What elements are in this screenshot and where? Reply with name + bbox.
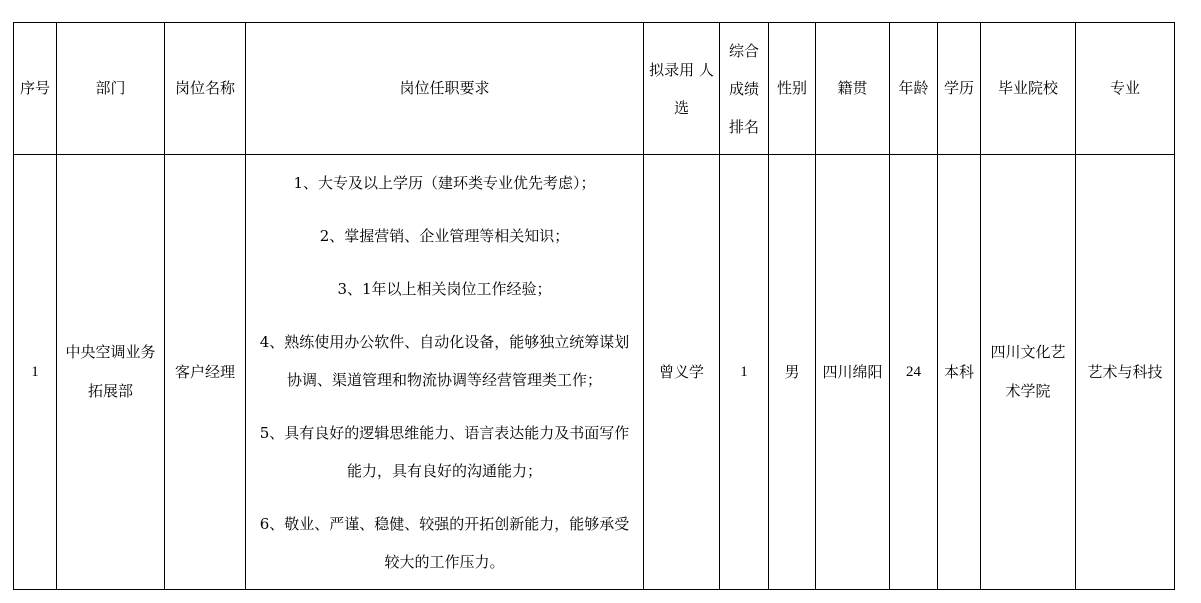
header-candidate-line2: 选 bbox=[673, 98, 689, 117]
requirement-6-line2: 较大的工作压力。 bbox=[384, 552, 505, 571]
requirement-2-line1: 2、掌握营销、企业管理等相关知识； bbox=[319, 226, 570, 245]
requirement-5-line1: 5、具有良好的逻辑思维能力、语言表达能力及书面写作 bbox=[259, 423, 630, 442]
header-school: 毕业院校 bbox=[981, 23, 1076, 155]
header-rank-line3: 排名 bbox=[728, 117, 759, 136]
cell-dept-line2: 拓展部 bbox=[87, 382, 133, 400]
header-candidate bbox=[644, 23, 720, 155]
requirement-5-line2: 能力，具有良好的沟通能力； bbox=[346, 461, 542, 480]
cell-age: 24 bbox=[890, 155, 938, 590]
header-rank-line2: 成绩 bbox=[728, 79, 759, 98]
requirement-3-line1: 3、1年以上相关岗位工作经验； bbox=[337, 279, 552, 298]
cell-dept-line1: 中央空调业务 bbox=[65, 343, 156, 361]
cell-education: 本科 bbox=[938, 155, 981, 590]
header-rank-line1: 综合 bbox=[728, 41, 759, 60]
table-row bbox=[14, 155, 1175, 590]
cell-school-line1: 四川文化艺 bbox=[990, 343, 1066, 361]
cell-origin: 四川绵阳 bbox=[816, 155, 890, 590]
header-seq: 序号 bbox=[14, 23, 57, 155]
header-rank bbox=[720, 23, 769, 155]
cell-requirements bbox=[246, 155, 644, 590]
cell-position: 客户经理 bbox=[165, 155, 246, 590]
header-age: 年龄 bbox=[890, 23, 938, 155]
header-position: 岗位名称 bbox=[165, 23, 246, 155]
header-dept: 部门 bbox=[57, 23, 165, 155]
cell-gender: 男 bbox=[769, 155, 816, 590]
recruitment-table bbox=[13, 22, 1175, 590]
header-major: 专业 bbox=[1076, 23, 1175, 155]
header-row bbox=[14, 23, 1175, 155]
header-requirements: 岗位任职要求 bbox=[246, 23, 644, 155]
cell-rank: 1 bbox=[720, 155, 769, 590]
cell-major: 艺术与科技 bbox=[1076, 155, 1175, 590]
cell-dept bbox=[57, 155, 165, 590]
requirement-6-line1: 6、敬业、严谨、稳健、较强的开拓创新能力，能够承受 bbox=[259, 514, 630, 533]
header-candidate-line1: 拟录用 人 bbox=[649, 60, 714, 79]
header-origin: 籍贯 bbox=[816, 23, 890, 155]
cell-seq: 1 bbox=[14, 155, 57, 590]
requirement-4-line1: 4、熟练使用办公软件、自动化设备，能够独立统筹谋划 bbox=[259, 332, 630, 351]
header-education: 学历 bbox=[938, 23, 981, 155]
requirement-4-line2: 协调、渠道管理和物流协调等经营管理类工作； bbox=[286, 370, 602, 389]
cell-candidate: 曾义学 bbox=[644, 155, 720, 590]
cell-school-line2: 术学院 bbox=[1005, 382, 1051, 400]
cell-school bbox=[981, 155, 1076, 590]
requirement-1-line1: 1、大专及以上学历（建环类专业优先考虑）； bbox=[293, 173, 596, 192]
header-gender: 性别 bbox=[769, 23, 816, 155]
